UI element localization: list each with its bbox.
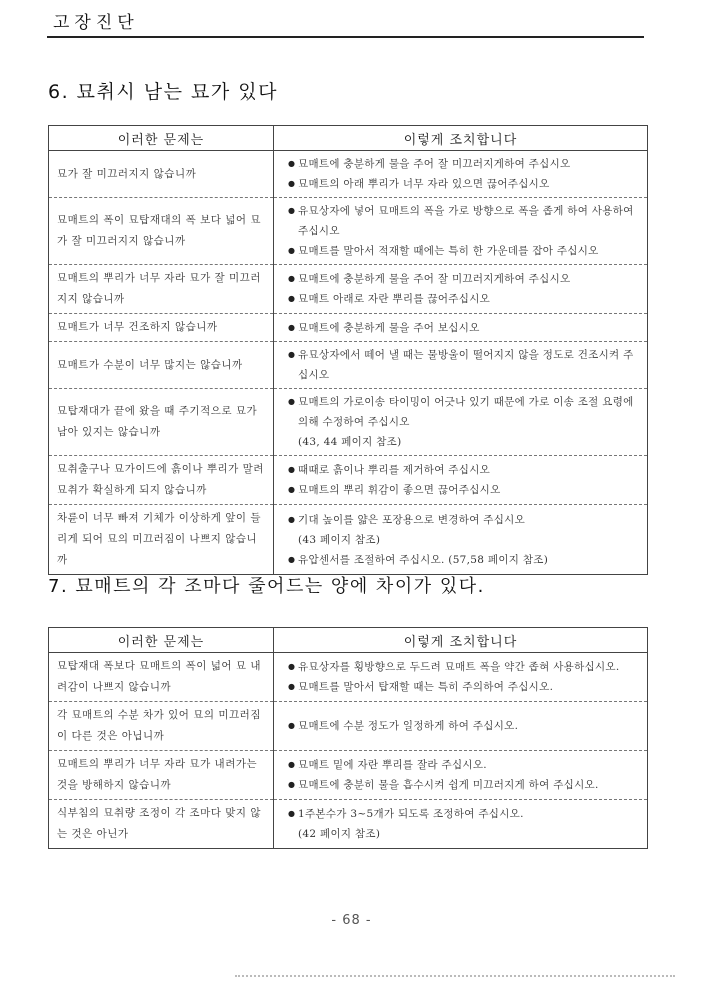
solution-item: ● 묘매트에 충분하게 물을 주어 보십시오 bbox=[288, 318, 637, 338]
problem-cell: 묘탑재대가 끝에 왔을 때 주기적으로 묘가 남아 있지는 않습니까 bbox=[49, 389, 274, 456]
solution-item: ● 기대 높이를 얇은 포장용으로 변경하여 주십시오 bbox=[288, 510, 637, 530]
column-header-problem: 이러한 문제는 bbox=[49, 628, 274, 653]
solution-item: ● 유묘상자를 횡방향으로 두드려 묘매트 폭을 약간 좁혀 사용하십시오. bbox=[288, 657, 637, 677]
solution-item: ● 묘매트 아래로 자란 뿌리를 끊어주십시오 bbox=[288, 289, 637, 309]
solution-item: ● 묘매트를 말아서 탑재할 때는 특히 주의하여 주십시오. bbox=[288, 677, 637, 697]
page-reference-note: (43 페이지 참조) bbox=[298, 533, 381, 546]
solution-item: ● 묘매트에 수분 정도가 일정하게 하여 주십시오. bbox=[288, 716, 637, 736]
table-row bbox=[49, 151, 648, 198]
section-6-table bbox=[48, 125, 648, 575]
problem-cell: 각 묘매트의 수분 차가 있어 묘의 미끄러짐이 다른 것은 아닙니까 bbox=[49, 702, 274, 751]
solution-cell bbox=[274, 265, 648, 314]
section-6-title: 6. 묘취시 남는 묘가 있다 bbox=[48, 81, 278, 103]
solution-item: ● 묘매트의 뿌리 휘감이 좋으면 끊어주십시오 bbox=[288, 480, 637, 500]
page-header-title: 고장진단 bbox=[53, 13, 139, 33]
solution-cell bbox=[274, 653, 648, 702]
scan-artifact-line bbox=[235, 975, 675, 977]
solution-item: ● 묘매트에 충분히 물을 흡수시켜 쉽게 미끄러지게 하여 주십시오. bbox=[288, 775, 637, 795]
section-7-table bbox=[48, 627, 648, 849]
problem-cell: 묘탑재대 폭보다 묘매트의 폭이 넓어 묘 내려감이 나쁘지 않습니까 bbox=[49, 653, 274, 702]
solution-item: ● 유묘상자에서 떼어 낼 때는 물방울이 떨어지지 않을 정도로 건조시켜 주십시오 bbox=[288, 345, 637, 385]
table-row bbox=[49, 198, 648, 265]
column-header-problem: 이러한 문제는 bbox=[49, 126, 274, 151]
solution-item: ● 묘매트의 아래 뿌리가 너무 자라 있으면 끊어주십시오 bbox=[288, 174, 637, 194]
solution-cell bbox=[274, 505, 648, 575]
solution-item: ● 묘매트 밑에 자란 뿌리를 잘라 주십시오. bbox=[288, 755, 637, 775]
table-row bbox=[49, 389, 648, 456]
problem-cell: 묘매트의 뿌리가 너무 자라 묘가 잘 미끄러지지 않습니까 bbox=[49, 265, 274, 314]
solution-cell bbox=[274, 342, 648, 389]
table-row bbox=[49, 800, 648, 849]
solution-item: ● 유압센서를 조절하여 주십시오. (57,58 페이지 참조) bbox=[288, 550, 637, 570]
problem-cell: 묘가 잘 미끄러지지 않습니까 bbox=[49, 151, 274, 198]
column-header-solution: 이렇게 조치합니다 bbox=[274, 628, 648, 653]
problem-cell: 차륜이 너무 빠져 기체가 이상하게 앞이 들리게 되어 묘의 미끄러짐이 나쁘지 않습니까 bbox=[49, 505, 274, 575]
table-row bbox=[49, 702, 648, 751]
solution-cell bbox=[274, 702, 648, 751]
problem-cell: 묘매트가 너무 건조하지 않습니까 bbox=[49, 314, 274, 342]
solution-item: ● 때때로 흙이나 뿌리를 제거하여 주십시오 bbox=[288, 460, 637, 480]
solution-item: ● 묘매트에 충분하게 물을 주어 잘 미끄러지게하여 주십시오 bbox=[288, 154, 637, 174]
section-7-title: 7. 묘매트의 각 조마다 줄어드는 양에 차이가 있다. bbox=[48, 576, 485, 597]
solution-item: ● 묘매트의 가로이송 타이밍이 어긋나 있기 때문에 가로 이송 조절 요령에 의해 수정하여 주십시오 bbox=[288, 392, 637, 432]
solution-cell bbox=[274, 389, 648, 456]
header-rule bbox=[47, 36, 644, 38]
table-row bbox=[49, 265, 648, 314]
table-row bbox=[49, 342, 648, 389]
solution-item: ● 묘매트에 충분하게 물을 주어 잘 미끄러지게하여 주십시오 bbox=[288, 269, 637, 289]
solution-cell bbox=[274, 151, 648, 198]
page-reference-note: (42 페이지 참조) bbox=[298, 828, 381, 840]
problem-cell: 묘매트의 폭이 묘탑재대의 폭 보다 넓어 묘가 잘 미끄러지지 않습니까 bbox=[49, 198, 274, 265]
solution-item: ● 1주본수가 3~5개가 되도록 조정하여 주십시오. bbox=[288, 804, 637, 824]
problem-cell: 묘매트가 수분이 너무 많지는 않습니까 bbox=[49, 342, 274, 389]
page-number: - 68 - bbox=[331, 913, 372, 928]
solution-cell bbox=[274, 456, 648, 505]
table-row bbox=[49, 456, 648, 505]
page-reference-note: (43, 44 페이지 참조) bbox=[298, 436, 402, 448]
solution-cell bbox=[274, 800, 648, 849]
solution-item: ● 묘매트를 말아서 적재할 때에는 특히 한 가운데를 잡아 주십시오 bbox=[288, 241, 637, 261]
problem-cell: 묘매트의 뿌리가 너무 자라 묘가 내려가는 것을 방해하지 않습니까 bbox=[49, 751, 274, 800]
problem-cell: 묘취출구나 묘가이드에 흙이나 뿌리가 말려 묘취가 확실하게 되지 않습니까 bbox=[49, 456, 274, 505]
column-header-solution: 이렇게 조치합니다 bbox=[274, 126, 648, 151]
solution-cell bbox=[274, 198, 648, 265]
table-row bbox=[49, 505, 648, 575]
table-row bbox=[49, 751, 648, 800]
solution-cell bbox=[274, 314, 648, 342]
table-row bbox=[49, 653, 648, 702]
table-row bbox=[49, 314, 648, 342]
problem-cell: 식부침의 묘취량 조정이 각 조마다 맞지 않는 것은 아닌가 bbox=[49, 800, 274, 849]
solution-item: ● 유묘상자에 넣어 묘매트의 폭을 가로 방향으로 폭을 좁게 하여 사용하여 주십시오 bbox=[288, 201, 637, 241]
solution-cell bbox=[274, 751, 648, 800]
